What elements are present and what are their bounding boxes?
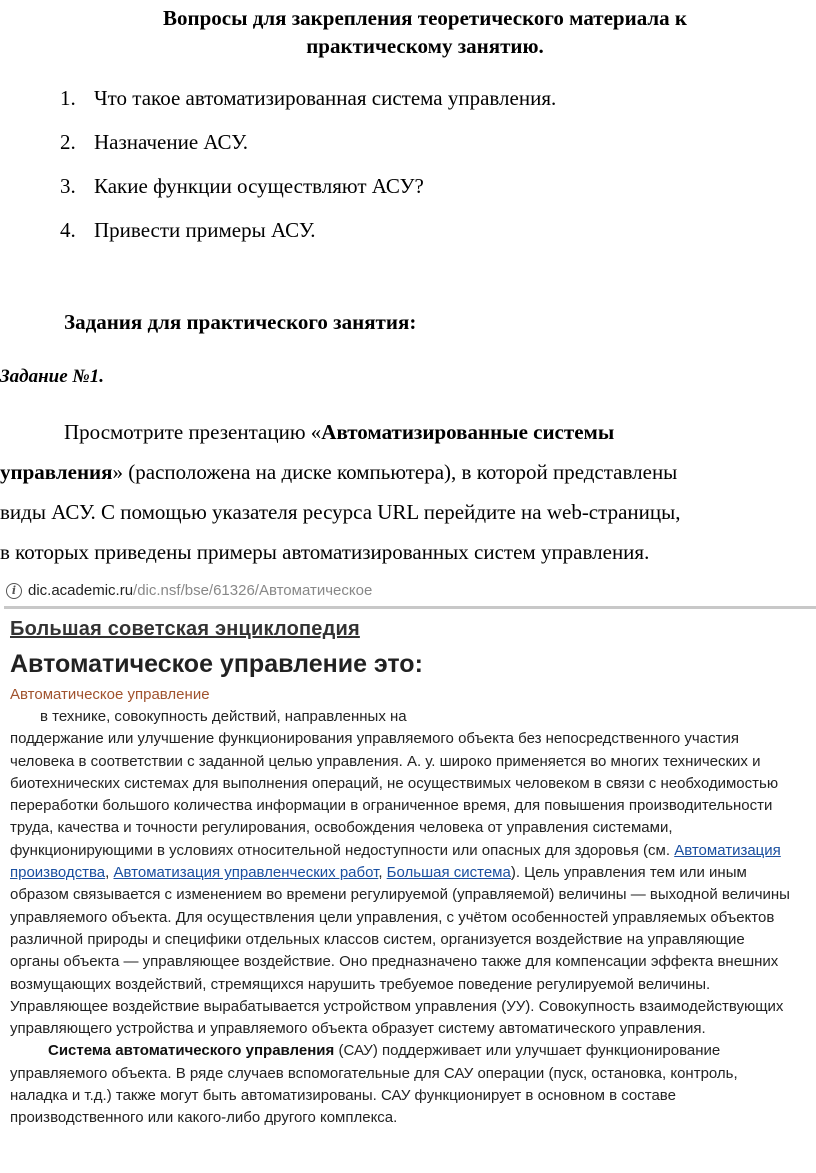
task-text-bold: управления: [0, 460, 113, 484]
article-text: (САУ) поддерживает или улучшает функционирование: [334, 1042, 721, 1060]
url-host: dic.academic.ru: [28, 582, 134, 599]
question-text: Привести примеры АСУ.: [94, 218, 316, 242]
address-bar[interactable]: [6, 582, 372, 604]
link-management-automation[interactable]: Автоматизация управленческих работ: [113, 864, 379, 882]
link-production[interactable]: производства: [10, 864, 106, 882]
task-line: [0, 412, 800, 452]
article-bold-term: Система автоматического управления: [48, 1042, 335, 1060]
divider: [4, 606, 816, 609]
question-number: 2.: [60, 130, 76, 154]
article-line: труда, качества и точности регулирования, освобождения человека от управления системами,: [10, 819, 673, 837]
task-line: в которых приведены примеры автоматизированных систем управления.: [0, 540, 650, 564]
link-automation[interactable]: Автоматизация: [674, 841, 781, 859]
article-line: человека в соответствии с заданной целью управления. А. у. широко применяется во многих технических и: [10, 752, 761, 770]
article-text: ,: [378, 864, 387, 882]
article-line: биотехнических системах для выполнения операций, не осуществимых человеком в связи с необходимостью: [10, 774, 779, 792]
question-number: 4.: [60, 218, 76, 242]
article-text: ,: [105, 864, 114, 882]
article-line: [10, 840, 810, 862]
link-big-system[interactable]: Большая система: [386, 864, 511, 882]
article-line: поддержание или улучшение функционирования управляемого объекта без непосредственного участия: [10, 730, 739, 748]
article-line: [10, 862, 810, 884]
list-item: [60, 84, 556, 128]
task-line: виды АСУ. С помощью указателя ресурса URL перейдите на web-страницы,: [0, 500, 681, 524]
article-line: возмущающих воздействий, стремящихся нарушить требуемое поведение регулируемой величины.: [10, 975, 711, 993]
task-text-bold: Автоматизированные системы: [321, 420, 615, 444]
article-line: [10, 1040, 810, 1062]
encyclopedia-link[interactable]: Большая советская энциклопедия: [10, 618, 360, 640]
url-path: /dic.nsf/bse/61326/Автоматическое: [133, 582, 373, 599]
document-title-line1: Вопросы для закрепления теоретического материала к: [162, 6, 688, 30]
list-item: [60, 216, 556, 260]
article-term: Автоматическое управление: [10, 686, 210, 703]
task-line: [0, 452, 800, 492]
article-line: управляющего устройства и управляемого объекта образует систему автоматического управления.: [10, 1020, 706, 1038]
article-line: производственного или какого-либо другого комплекса.: [10, 1109, 398, 1127]
article-line: переработки большого количества информации в ограниченное время, для повышения производительности: [10, 797, 773, 815]
section-title: Задания для практического занятия:: [64, 310, 417, 334]
questions-list: [60, 84, 556, 260]
question-text: Какие функции осуществляют АСУ?: [94, 174, 424, 198]
article-line: управляемого объекта. Для осуществления цели управления, с учётом особенностей управляемых объектов: [10, 908, 775, 926]
article-line: различной природы и специфики отдельных классов систем, организуется воздействие на управляющие: [10, 930, 745, 948]
question-number: 3.: [60, 174, 76, 198]
question-text: Что такое автоматизированная система управления.: [94, 86, 557, 110]
article-line: органы объекта — управляющее воздействие. Оно предназначено также для компенсации эффекта внешних: [10, 953, 779, 971]
article-line: Управляющее воздействие вырабатывается устройством управления (УУ). Совокупность взаимодействующих: [10, 997, 784, 1015]
article-title: Автоматическое управление это:: [10, 650, 423, 678]
task-title: Задание №1.: [0, 366, 105, 387]
info-icon[interactable]: i: [6, 583, 22, 599]
task-text-part: Просмотрите презентацию «: [64, 420, 322, 444]
browser-screenshot: [0, 578, 816, 1148]
document-title-line2: практическому занятию.: [306, 34, 544, 58]
article-line: в технике, совокупность действий, направленных на: [40, 708, 407, 725]
article-body: [10, 706, 810, 1130]
article-text: ). Цель управления тем или иным: [510, 864, 747, 882]
article-line: образом связывается с изменением во времени регулируемой (управляемой) величины — выходной величины: [10, 886, 790, 904]
question-text: Назначение АСУ.: [94, 130, 248, 154]
task-text: [0, 412, 800, 572]
question-number: 1.: [60, 86, 76, 110]
list-item: [60, 172, 556, 216]
list-item: [60, 128, 556, 172]
document-title: [60, 4, 790, 60]
article-line: управляемого объекта. В ряде случаев вспомогательные для САУ операции (пуск, остановка, контроль,: [10, 1064, 738, 1082]
article-line: наладка и т.д.) также могут быть автоматизированы. САУ функционирует в основном в составе: [10, 1087, 676, 1105]
task-text-part: » (расположена на диске компьютера), в которой представлены: [112, 460, 678, 484]
article-text: функционирующими в условиях относительной недоступности или опасных для здоровья (см.: [10, 841, 675, 859]
